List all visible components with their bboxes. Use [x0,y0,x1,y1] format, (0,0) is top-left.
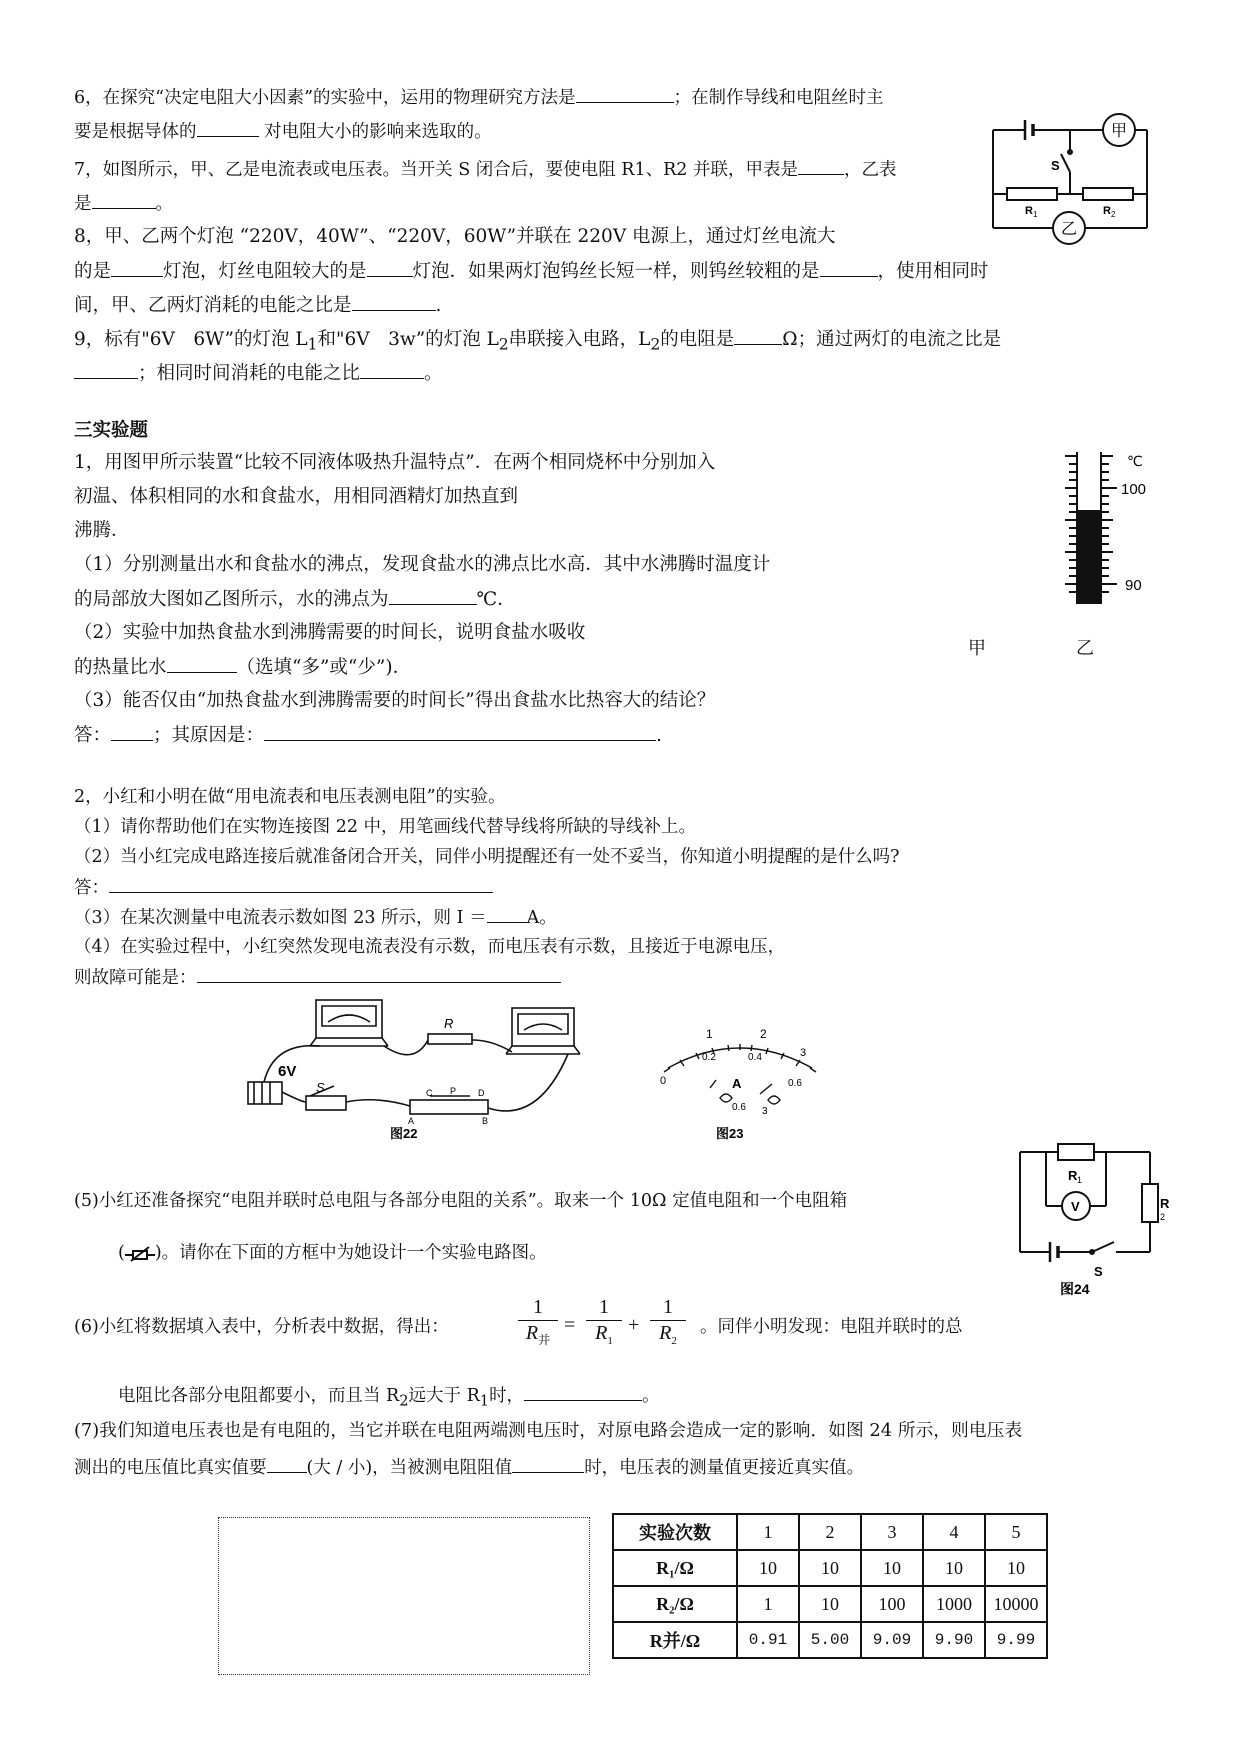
fig24-r1-label: R [1068,1168,1078,1183]
fig22-a-label: A [408,1116,415,1126]
table-cell: 1000 [923,1586,985,1622]
section-title [74,420,148,442]
q7-line2 [74,192,173,215]
q8-line1 [74,226,836,248]
e6-line1 [74,1316,449,1338]
meter-jia-label: 甲 [1110,123,1128,140]
e1-blank-reason[interactable] [264,724,656,741]
e7-text-2c: 时，电压表的测量值更接近真实值。 [584,1458,865,1478]
e2-text-5a: （3）在某次测量中电流表示数如图 23 所示，则 I ＝ [74,908,487,928]
q8-line2 [74,260,989,283]
table-cell: 10 [737,1550,799,1586]
circuit-design-box[interactable] [218,1517,590,1675]
fig22-battery-label: 6V [278,1063,297,1080]
fig23-terminal-3: 3 [762,1106,768,1117]
e1-text-9b: ；其原因是： [153,725,265,746]
table-header-rbing: R并/Ω [613,1622,737,1658]
table-cell: 9.99 [985,1622,1047,1658]
table-cell: 10 [923,1550,985,1586]
q6-text-b: ；在制作导线和电阻丝时主 [673,88,884,108]
q8-blank-1[interactable] [111,260,163,277]
q8-text-a: 8，甲、乙两个灯泡 “220V，40W”、“220V，60W”并联在 220V 电源上，通过灯丝电流大 [74,226,836,247]
q8-text-e: ，使用相同时 [877,261,989,282]
q7-text-a: 7，如图所示，甲、乙是电流表或电压表。当开关 S 闭合后，要使电阻 R1、R2 并联，甲表是 [74,160,798,180]
q7-blank-meter-b[interactable] [92,192,156,209]
e2-blank-answer[interactable] [109,876,493,893]
e2-blank-fault[interactable] [197,966,561,983]
e6-text-2a: 电阻比各部分电阻都要小，而且当 R [118,1386,400,1406]
q8-line3 [74,294,441,317]
q9-sub-3: 2 [650,335,661,354]
table-row [613,1622,1047,1658]
formula-lhs-den: $R_并$ [525,1322,551,1347]
r1-label: R [1025,205,1033,217]
formula-term2-den: $R_2$ [659,1322,677,1347]
e6-text-1b: 。同伴小明发现：电阻并联时的总 [700,1317,963,1337]
q9-text-f: ；相同时间消耗的电能之比 [138,363,361,384]
e1-blank-more-less[interactable] [167,656,237,673]
formula-lhs-num: 1 [533,1296,543,1318]
formula-term2-num: 1 [663,1296,673,1318]
e2-text-4: 答： [74,878,109,898]
q6-text-a: 6，在探究“决定电阻大小因素”的实验中，运用的物理研究方法是 [74,88,576,108]
formula-term2 [650,1296,686,1347]
fig23-tick-1: 1 [706,1027,713,1041]
table-cell: 5.00 [799,1622,861,1658]
q7-text-d: 。 [155,194,173,214]
formula-term1-bar [586,1320,622,1321]
fig22-p-label: P [450,1086,457,1096]
fig23-unit-a: A [732,1076,742,1091]
formula-parallel-resistance [518,1296,712,1360]
thermo-unit: ℃ [1127,453,1143,469]
formula-term1-den: $R_1$ [595,1322,613,1347]
figure-24-circuit [1010,1140,1170,1300]
r1-sub: 1 [1033,210,1038,219]
q8-blank-2[interactable] [367,260,413,277]
fig22-b-label: B [482,1116,489,1126]
e5-line1 [74,1190,847,1212]
formula-term1-num: 1 [599,1296,609,1318]
q9-sub-2: 2 [498,335,509,354]
e2-text-7: 则故障可能是： [74,968,197,988]
e5-text-1: (5)小红还准备探究“电阻并联时总电阻与各部分电阻的关系”。取来一个 10Ω 定值电阻和一个电阻箱 [74,1191,848,1211]
e2-line5 [74,906,557,929]
e1-text-9a: 答： [74,725,112,746]
e1-text-4: （1）分别测量出水和食盐水的沸点，发现食盐水的沸点比水高．其中水沸腾时温度计 [74,554,771,575]
q6-blank-method[interactable] [576,86,674,103]
e7-line1 [74,1420,1022,1442]
e1-text-8: （3）能否仅由“加热食盐水到沸腾需要的时间长”得出食盐水比热容大的结论？ [74,690,716,711]
e2-blank-current[interactable] [487,906,527,923]
e1-line1 [74,452,715,474]
q8-blank-4[interactable] [352,294,436,311]
fig-label-jia-text: 甲 [968,638,986,659]
table-cell: 5 [985,1514,1047,1550]
q9-blank-1[interactable] [734,328,782,345]
resistance-box-symbol [125,1245,155,1263]
e2-text-3: （2）当小红完成电路连接后就准备闭合开关，同伴小明提醒还有一处不妥当，你知道小明提醒的是什么吗? [74,847,900,867]
e6-blank-conclusion[interactable] [524,1384,642,1401]
table-cell: 9.09 [861,1622,923,1658]
e7-line2 [74,1456,864,1479]
figure-22-circuit [244,992,584,1142]
e2-line4 [74,876,493,899]
fig23-terminal-06: 0.6 [732,1102,746,1113]
q6-line1 [74,86,884,109]
q9-sub-1: 1 [307,335,318,354]
e7-blank-resistance[interactable] [512,1456,584,1473]
table-cell: 0.91 [737,1622,799,1658]
e1-text-9c: . [656,725,662,746]
e1-line5 [74,588,516,611]
q7-text-b: ，乙表 [844,160,897,180]
table-header-r1: R₁/Ω [613,1550,737,1586]
e6-sub-r2: 2 [399,1392,409,1410]
e1-line3 [74,520,130,542]
table-cell: 10000 [985,1586,1047,1622]
q8-text-f: 间，甲、乙两灯消耗的电能之比是 [74,295,352,316]
formula-term2-bar [650,1320,686,1321]
table-row [613,1514,1047,1550]
q9-text-g: 。 [424,363,443,384]
q9-text-c: 串联接入电路，L [508,329,651,350]
table-cell: 100 [861,1586,923,1622]
q6-line2 [74,120,492,143]
q9-text-b: 和"6V 3w”的灯泡 L [317,329,499,350]
e1-text-1: 1，用图甲所示装置“比较不同液体吸热升温特点”．在两个相同烧杯中分别加入 [74,452,716,473]
table-cell: 9.90 [923,1622,985,1658]
e1-line9 [74,724,662,747]
q6-blank-property[interactable] [197,120,259,137]
q8-text-c: 灯泡，灯丝电阻较大的是 [163,261,367,282]
e1-text-7a: 的热量比水 [74,657,167,678]
q6-text-c: 要是根据导体的 [74,122,197,142]
fig-label-yi [1076,638,1094,660]
e7-blank-bigger-smaller[interactable] [267,1456,307,1473]
q6-text-d: 对电阻大小的影响来选取的。 [264,122,492,142]
e1-text-7b: （选填“多”或“少”)． [236,657,412,678]
e1-text-5a: 的局部放大图如乙图所示，水的沸点为 [74,589,389,610]
fig-label-jia [968,638,986,660]
thermo-tick-90: 90 [1125,577,1142,594]
q9-text-d: 的电阻是 [660,329,735,350]
e2-text-5b: A。 [526,908,557,928]
thermo-tick-100: 100 [1121,481,1147,498]
table-cell: 4 [923,1514,985,1550]
e2-text-1: 2，小红和小明在做“用电流表和电压表测电阻”的实验。 [74,787,506,807]
fig23-scale-06: 0.6 [788,1078,802,1089]
fig24-r1-sub: 1 [1077,1175,1083,1185]
e1-blank-boiling-point[interactable] [389,588,477,605]
e1-line4 [74,554,770,576]
meter-yi-label: 乙 [1060,221,1078,238]
e7-text-2b: (大 / 小)，当被测电阻阻值 [306,1458,513,1478]
e1-line6 [74,622,585,644]
q8-blank-3[interactable] [820,260,878,277]
fig24-caption: 图24 [1060,1281,1090,1297]
e2-line2 [74,816,696,838]
e6-text-2d: 。 [642,1386,660,1406]
e6-text-1a: (6)小红将数据填入表中，分析表中数据，得出： [74,1317,449,1337]
table-cell: 10 [861,1550,923,1586]
table-cell: 10 [799,1586,861,1622]
fig24-switch-label: S [1094,1264,1103,1279]
circuit-diagram-q7 [985,110,1155,248]
q7-text-c: 是 [74,194,92,214]
fig22-caption: 图22 [390,1126,418,1141]
section-title-text: 三实验题 [74,420,149,441]
table-row [613,1586,1047,1622]
e5-text-2b: )。请你在下面的方框中为她设计一个实验电路图。 [154,1243,547,1263]
e6-text-2c: 时， [489,1386,525,1406]
formula-lhs-bar [518,1320,558,1321]
thermometer-diagram [1055,448,1165,608]
fig23-tick-2: 2 [760,1027,767,1041]
e2-line3 [74,846,900,868]
q7-blank-meter-a[interactable] [798,158,844,175]
q9-line2 [74,362,443,385]
data-table [612,1513,1048,1659]
q8-text-g: . [435,295,442,316]
table-header-trial: 实验次数 [613,1514,737,1550]
fig24-r2-sub: 2 [1160,1212,1166,1222]
table-cell: 10 [799,1550,861,1586]
formula-plus: + [628,1314,640,1336]
e1-text-2: 初温、体积相同的水和食盐水，用相同酒精灯加热直到 [74,486,519,507]
e2-text-6: （4）在实验过程中，小红突然发现电流表没有示数，而电压表有示数，且接近于电源电压， [74,937,786,957]
table-cell: 3 [861,1514,923,1550]
table-cell: 2 [799,1514,861,1550]
fig23-scale-04: 0.4 [748,1052,762,1063]
e1-text-3: 沸腾． [74,520,130,541]
e5-line2 [118,1242,547,1264]
e1-blank-yes-no[interactable] [111,724,153,741]
q9-text-e: Ω；通过两灯的电流之比是 [782,329,1002,350]
e5-text-2a: ( [118,1243,125,1263]
e6-text-2b: 远大于 R [408,1386,480,1406]
e2-line6 [74,936,785,958]
fig22-switch-label: S [316,1080,325,1095]
e1-text-5b: ℃． [476,589,516,610]
formula-term1 [586,1296,622,1347]
q7-line1 [74,158,897,181]
e6-sub-r1: 1 [479,1392,490,1410]
e1-line2 [74,486,518,508]
fig22-resistor-label: R [444,1016,454,1031]
r2-label: R [1103,205,1111,217]
fig23-caption: 图23 [716,1126,744,1141]
e2-text-2: （1）请你帮助他们在实物连接图 22 中，用笔画线代替导线将所缺的导线补上。 [74,817,697,837]
e7-text-2a: 测出的电压值比真实值要 [74,1458,267,1478]
q9-line1 [74,328,1001,356]
q8-text-d: 灯泡．如果两灯泡钨丝长短一样，则钨丝较粗的是 [412,261,820,282]
switch-s-label: S [1051,158,1060,173]
formula-lhs [518,1296,558,1348]
fig23-tick-3: 3 [800,1047,807,1059]
e7-text-1: (7)我们知道电压表也是有电阻的，当它并联在电阻两端测电压时，对原电路会造成一定的影响．如图 24 所示，则电压表 [74,1420,1023,1441]
formula-eq: = [564,1314,576,1336]
q9-blank-2[interactable] [74,362,138,379]
e1-text-6: （2）实验中加热食盐水到沸腾需要的时间长，说明食盐水吸收 [74,622,586,643]
q8-text-b: 的是 [74,261,112,282]
e1-line8 [74,690,715,712]
e6-line2 [118,1384,660,1413]
fig-label-yi-text: 乙 [1076,638,1094,659]
fig24-r2-label: R [1160,1196,1170,1211]
q9-blank-3[interactable] [360,362,424,379]
fig22-c-label: C [426,1088,433,1098]
fig23-scale-02: 0.2 [702,1052,716,1063]
q9-text-a: 9，标有"6V 6W”的灯泡 L [74,329,308,350]
e6-line1-end [700,1316,963,1338]
e2-line7 [74,966,561,989]
figure-23-ammeter [650,1022,830,1142]
fig24-voltmeter-label: V [1071,1199,1080,1214]
table-cell: 1 [737,1586,799,1622]
table-row [613,1550,1047,1586]
table-cell: 10 [985,1550,1047,1586]
fig22-d-label: D [478,1088,485,1098]
e2-line1 [74,786,506,808]
r2-sub: 2 [1111,210,1116,219]
table-header-r2: R₂/Ω [613,1586,737,1622]
e1-line7 [74,656,411,679]
fig23-tick-0: 0 [660,1075,667,1087]
table-cell: 1 [737,1514,799,1550]
